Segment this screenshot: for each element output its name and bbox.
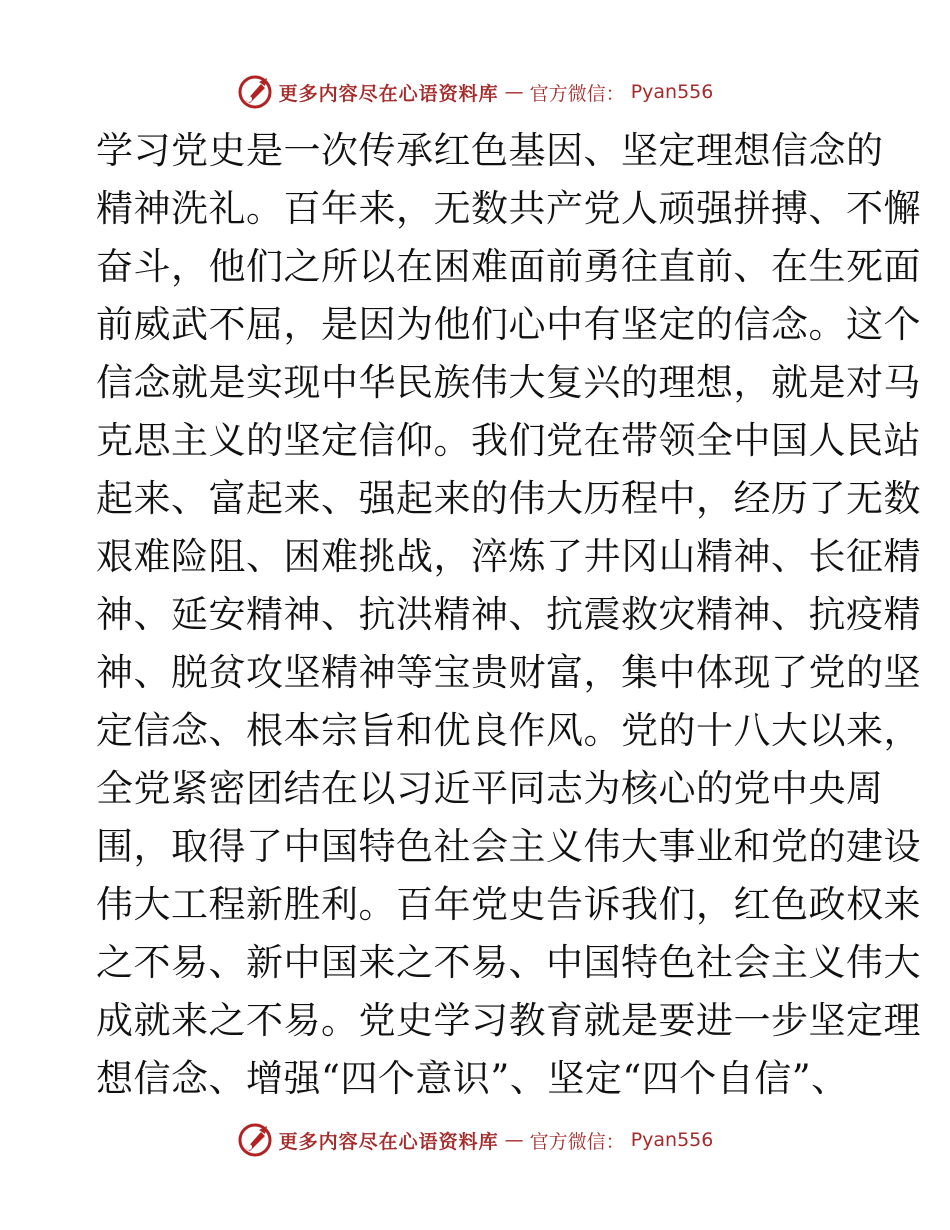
footer-watermark	[0, 1120, 950, 1160]
text-line: 神、脱贫攻坚精神等宝贵财富，集中体现了党的坚	[96, 651, 921, 694]
text-line: 成就来之不易。党史学习教育就是要进一步坚定理	[96, 999, 921, 1042]
text-line: 前威武不屈，是因为他们心中有坚定的信念。这个	[96, 303, 921, 346]
quill-logo-icon	[237, 74, 273, 110]
text-line: 信念就是实现中华民族伟大复兴的理想，就是对马	[96, 361, 921, 404]
text-line: 精神洗礼。百年来，无数共产党人顽强拼搏、不懈	[96, 187, 921, 230]
text-line: 全党紧密团结在以习近平同志为核心的党中央周	[96, 767, 884, 810]
watermark-label: 官方微信：	[529, 1130, 625, 1153]
text-line: 神、延安精神、抗洪精神、抗震救灾精神、抗疫精	[96, 593, 921, 636]
watermark-wechat-id: Pyan556	[630, 1129, 714, 1151]
watermark-dash: —	[504, 1129, 524, 1151]
text-line: 奋斗，他们之所以在困难面前勇往直前、在生死面	[96, 245, 921, 288]
text-line: 伟大工程新胜利。百年党史告诉我们，红色政权来	[96, 883, 921, 926]
text-line: 学习党史是一次传承红色基因、坚定理想信念的	[96, 129, 884, 172]
watermark-wechat-id: Pyan556	[630, 81, 714, 103]
watermark-text: 更多内容尽在心语资料库	[278, 1130, 499, 1153]
text-line: 围，取得了中国特色社会主义伟大事业和党的建设	[96, 825, 921, 868]
text-line: 艰难险阻、困难挑战，淬炼了井冈山精神、长征精	[96, 535, 921, 578]
text-line: 之不易、新中国来之不易、中国特色社会主义伟大	[96, 941, 921, 984]
text-line: 定信念、根本宗旨和优良作风。党的十八大以来，	[96, 709, 921, 752]
text-line: 想信念、增强“四个意识”、坚定“四个自信”、	[96, 1057, 849, 1100]
watermark-dash: —	[504, 81, 524, 103]
watermark-label: 官方微信：	[529, 82, 625, 105]
watermark-text: 更多内容尽在心语资料库	[278, 82, 499, 105]
quill-logo-icon	[237, 1122, 273, 1158]
header-watermark	[0, 72, 950, 112]
text-line: 起来、富起来、强起来的伟大历程中，经历了无数	[96, 477, 921, 520]
document-body	[96, 122, 921, 1108]
text-line: 克思主义的坚定信仰。我们党在带领全中国人民站	[96, 419, 921, 462]
